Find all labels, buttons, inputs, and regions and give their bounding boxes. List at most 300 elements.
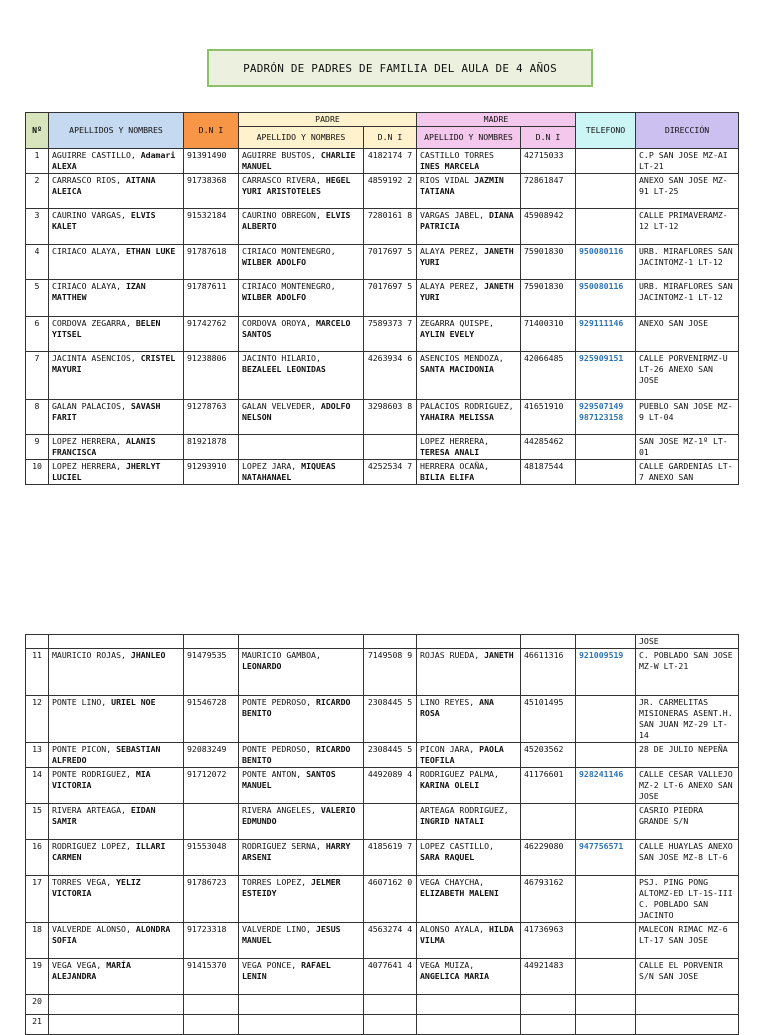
cell-direccion: CALLE CESAR VALLEJO MZ-2 LT-6 ANEXO SAN JOSE [636, 768, 739, 804]
student-surname: LOPEZ HERRERA, [52, 461, 122, 471]
cell-num: 20 [26, 995, 49, 1015]
cell-madre-dni [521, 995, 576, 1015]
student-given-names: ETHAN LUKE [125, 246, 176, 256]
cell-telefono [576, 876, 636, 923]
cell-telefono: 929111146 [576, 317, 636, 352]
cell-madre-dni: 46793162 [521, 876, 576, 923]
padre-surname: AGUIRRE BUSTOS, [242, 150, 316, 160]
madre-surname: ASENCIOS MENDOZA, [420, 353, 504, 363]
cell-student-dni: 91553048 [184, 840, 239, 876]
madre-given-names: ELIZABETH MALENI [420, 888, 499, 898]
cell-num: 10 [26, 460, 49, 485]
madre-surname: ALAYA PEREZ, [420, 281, 480, 291]
cell-padre-dni: 7017697 5 [364, 245, 417, 280]
madre-given-names: HILDA VILMA [420, 924, 514, 945]
padre-given-names: SANTOS MANUEL [242, 769, 336, 790]
madre-given-names: BILIA ELIFA [420, 472, 475, 482]
cell-madre-dni: 46229080 [521, 840, 576, 876]
padre-given-names: VALERIO EDMUNDO [242, 805, 356, 826]
cell-padre-name [239, 460, 364, 485]
cell-direccion: URB. MIRAFLORES SAN JACINTOMZ-1 LT-12 [636, 245, 739, 280]
padre-surname: JACINTO HILARIO, [242, 353, 321, 363]
header-student-names: APELLIDOS Y NOMBRES [49, 113, 184, 149]
cell-madre-dni: 41736963 [521, 923, 576, 959]
cell-telefono [576, 149, 636, 174]
roster-table-page-1 [25, 112, 739, 485]
cell-padre-dni: 4182174 7 [364, 149, 417, 174]
student-given-names: URIEL NOE [111, 697, 156, 707]
table-row [26, 280, 739, 317]
cell-telefono: 929507149 987123158 [576, 400, 636, 435]
cell-direccion: PUEBLO SAN JOSE MZ-9 LT-04 [636, 400, 739, 435]
padre-given-names: HARRY ARSENI [242, 841, 351, 862]
cell-direccion: JOSE [636, 635, 739, 649]
cell-madre-name [417, 1015, 521, 1035]
student-given-names: IZAN MATTHEW [52, 281, 146, 302]
table-row [26, 209, 739, 245]
cell-student-dni: 91479535 [184, 649, 239, 696]
padre-surname: CAURINO OBREGON, [242, 210, 321, 220]
cell-telefono [576, 209, 636, 245]
padre-surname: CIRIACO MONTENEGRO, [242, 246, 336, 256]
cell-telefono [576, 959, 636, 995]
roster-table-page-2 [25, 634, 739, 1035]
header-madre: MADRE [417, 113, 576, 127]
cell-padre-dni: 2308445 5 [364, 743, 417, 768]
cell-madre-name [417, 995, 521, 1015]
cell-num: 15 [26, 804, 49, 840]
table-row [26, 696, 739, 743]
student-given-names: SAVASH FARIT [52, 401, 161, 422]
cell-padre-name [239, 923, 364, 959]
cell-madre-dni: 71400310 [521, 317, 576, 352]
cell-num: 7 [26, 352, 49, 400]
cell-student-name [49, 995, 184, 1015]
madre-surname: LOPEZ HERRERA, [420, 436, 490, 446]
cell-student-dni: 91712072 [184, 768, 239, 804]
student-surname: VALVERDE ALONSO, [52, 924, 131, 934]
cell-direccion: ANEXO SAN JOSE MZ-91 LT-25 [636, 174, 739, 209]
cell-madre-dni: 44285462 [521, 435, 576, 460]
cell-padre-dni: 3298603 8 [364, 400, 417, 435]
student-given-names: Adamari ALEXA [52, 150, 176, 171]
student-given-names: CRISTEL MAYURI [52, 353, 176, 374]
padre-surname: PONTE PEDROSO, [242, 744, 312, 754]
cell-padre-name [239, 768, 364, 804]
cell-padre-dni [364, 435, 417, 460]
cell-padre-dni: 4859192 2 [364, 174, 417, 209]
table-row [26, 923, 739, 959]
cell-madre-name [417, 876, 521, 923]
cell-padre-dni: 7280161 8 [364, 209, 417, 245]
padre-surname: RIVERA ANGELES, [242, 805, 316, 815]
cell-num: 17 [26, 876, 49, 923]
padre-given-names: RAFAEL LENIN [242, 960, 331, 981]
madre-surname: ALONSO AYALA, [420, 924, 485, 934]
table-row [26, 174, 739, 209]
cell-padre-dni: 7589373 7 [364, 317, 417, 352]
madre-surname: VEGA CHAYCHA, [420, 877, 485, 887]
student-given-names: AITANA ALEICA [52, 175, 156, 196]
cell-num: 14 [26, 768, 49, 804]
cell-direccion: 28 DE JULIO NEPEÑA [636, 743, 739, 768]
student-given-names: BELEN YITSEL [52, 318, 161, 339]
madre-given-names: KARINA OLELI [420, 780, 480, 790]
cell-direccion: CALLE GARDENIAS LT-7 ANEXO SAN [636, 460, 739, 485]
student-surname: GALAN PALACIOS, [52, 401, 126, 411]
student-given-names: MIA VICTORIA [52, 769, 151, 790]
madre-given-names: JAZMIN TATIANA [420, 175, 504, 196]
cell-padre-name [239, 995, 364, 1015]
cell-padre-dni: 4563274 4 [364, 923, 417, 959]
cell-padre-dni [364, 995, 417, 1015]
cell-student-name [49, 804, 184, 840]
cell-padre-dni [364, 1015, 417, 1035]
cell-telefono [576, 1015, 636, 1035]
padre-given-names: BEZALEEL LEONIDAS [242, 364, 326, 374]
student-surname: AGUIRRE CASTILLO, [52, 150, 136, 160]
table-row [26, 768, 739, 804]
table-row [26, 352, 739, 400]
student-given-names: EIDAN SAMIR [52, 805, 156, 826]
cell-num: 12 [26, 696, 49, 743]
padre-surname: GALAN VELVEDER, [242, 401, 316, 411]
cell-student-dni: 91532184 [184, 209, 239, 245]
cell-telefono: 947756571 [576, 840, 636, 876]
cell-padre-name [239, 174, 364, 209]
cell-num: 8 [26, 400, 49, 435]
cell-telefono: 925909151 [576, 352, 636, 400]
cell-direccion: URB. MIRAFLORES SAN JACINTOMZ-1 LT-12 [636, 280, 739, 317]
header-padre-names: APELLIDO Y NOMBRES [239, 127, 364, 149]
cell-madre-dni: 46611316 [521, 649, 576, 696]
cell-madre-name [417, 317, 521, 352]
cell-student-dni: 81921878 [184, 435, 239, 460]
cell-student-name [49, 245, 184, 280]
table-row [26, 460, 739, 485]
cell-student-name [49, 280, 184, 317]
madre-given-names: DIANA PATRICIA [420, 210, 514, 231]
cell-madre-dni: 75901830 [521, 280, 576, 317]
cell-num: 3 [26, 209, 49, 245]
table-row [26, 840, 739, 876]
cell-madre-dni: 48187544 [521, 460, 576, 485]
cell-direccion: CALLE EL PORVENIR S/N SAN JOSE [636, 959, 739, 995]
madre-given-names: TERESA ANALI [420, 447, 480, 457]
cell-telefono [576, 435, 636, 460]
padre-surname: CARRASCO RIVERA, [242, 175, 321, 185]
cell-padre-name [239, 352, 364, 400]
madre-given-names: SANTA MACIDONIA [420, 364, 494, 374]
madre-surname: PICON JARA, [420, 744, 475, 754]
cell-num: 18 [26, 923, 49, 959]
table-row [26, 995, 739, 1015]
cell-telefono: 921009519 [576, 649, 636, 696]
madre-surname: ROJAS RUEDA, [420, 650, 480, 660]
cell-padre-dni: 4263934 6 [364, 352, 417, 400]
table-row [26, 959, 739, 995]
student-given-names: YELIZ VICTORIA [52, 877, 141, 898]
cell-student-name [49, 460, 184, 485]
header-padre: PADRE [239, 113, 417, 127]
cell-direccion: CALLE PORVENIRMZ-U LT-26 ANEXO SAN JOSE [636, 352, 739, 400]
cell-student-dni [184, 1015, 239, 1035]
table-row [26, 876, 739, 923]
cell-direccion: C. POBLADO SAN JOSE MZ-W LT-21 [636, 649, 739, 696]
padre-surname: VEGA PONCE, [242, 960, 297, 970]
header-student-dni: D.N I [184, 113, 239, 149]
madre-given-names: ANGELICA MARIA [420, 971, 490, 981]
cell-student-dni: 91293910 [184, 460, 239, 485]
cell-padre-name [239, 649, 364, 696]
table-row [26, 649, 739, 696]
cell-num: 2 [26, 174, 49, 209]
cell-student-dni: 91787618 [184, 245, 239, 280]
cell-student-name [49, 400, 184, 435]
table-row [26, 435, 739, 460]
cell-telefono: 928241146 [576, 768, 636, 804]
cell-madre-dni: 42066485 [521, 352, 576, 400]
cell-num: 19 [26, 959, 49, 995]
cell-student-name [49, 174, 184, 209]
header-madre-dni: D.N I [521, 127, 576, 149]
cell-madre-dni [521, 1015, 576, 1035]
header-telefono: TELEFONO [576, 113, 636, 149]
madre-given-names: YAHAIRA MELISSA [420, 412, 494, 422]
cell-student-name [49, 352, 184, 400]
cell-student-dni: 91238806 [184, 352, 239, 400]
cell-padre-name [239, 400, 364, 435]
madre-surname: ALAYA PEREZ, [420, 246, 480, 256]
madre-given-names: INES MARCELA [420, 161, 480, 171]
cell-student-name [49, 1015, 184, 1035]
document-title [207, 49, 593, 87]
padre-given-names: WILBER ADOLFO [242, 257, 307, 267]
cell-madre-name [417, 245, 521, 280]
student-surname: PONTE PICON, [52, 744, 112, 754]
padre-given-names: HEGEL YURI ARISTOTELES [242, 175, 351, 196]
table-row [26, 317, 739, 352]
madre-given-names: ANA ROSA [420, 697, 494, 718]
cell-student-dni: 91738368 [184, 174, 239, 209]
header-padre-dni: D.N I [364, 127, 417, 149]
madre-given-names: AYLIN EVELY [420, 329, 475, 339]
cell-student-dni: 91415370 [184, 959, 239, 995]
table-row [26, 804, 739, 840]
cell-madre-name [417, 400, 521, 435]
cell-padre-dni: 4492089 4 [364, 768, 417, 804]
cell-student-name [49, 149, 184, 174]
header-direccion: DIRECCIÓN [636, 113, 739, 149]
cell-padre-dni: 7149508 9 [364, 649, 417, 696]
cell-direccion [636, 1015, 739, 1035]
padre-surname: RODRIGUEZ SERNA, [242, 841, 321, 851]
cell-padre-name [239, 280, 364, 317]
padre-given-names: MARCELO SANTOS [242, 318, 351, 339]
padre-surname: VALVERDE LINO, [242, 924, 312, 934]
cell-madre-dni: 45908942 [521, 209, 576, 245]
cell-madre-name [417, 959, 521, 995]
cell-madre-dni: 41651910 [521, 400, 576, 435]
padre-surname: PONTE PEDROSO, [242, 697, 312, 707]
cell-direccion: C.P SAN JOSE MZ-AI LT-21 [636, 149, 739, 174]
madre-given-names: JANETH [484, 650, 514, 660]
student-given-names: ALONDRA SOFIA [52, 924, 171, 945]
cell-madre-dni: 45101495 [521, 696, 576, 743]
student-surname: CAURINO VARGAS, [52, 210, 126, 220]
cell-student-name [49, 840, 184, 876]
student-surname: LOPEZ HERRERA, [52, 436, 122, 446]
cell-student-dni: 91723318 [184, 923, 239, 959]
cell-telefono: 950080116 [576, 245, 636, 280]
student-given-names: JHANLEO [130, 650, 166, 660]
cell-madre-name [417, 149, 521, 174]
table-row [26, 743, 739, 768]
cell-madre-name [417, 280, 521, 317]
cell-num: 4 [26, 245, 49, 280]
padre-given-names: RICARDO BENITO [242, 744, 351, 765]
cell-student-dni: 92083249 [184, 743, 239, 768]
madre-surname: LOPEZ CASTILLO, [420, 841, 494, 851]
padre-given-names: JESUS MANUEL [242, 924, 341, 945]
cell-telefono [576, 804, 636, 840]
padre-given-names: CHARLIE MANUEL [242, 150, 356, 171]
header-madre-names: APELLIDO Y NOMBRES [417, 127, 521, 149]
padre-surname: MAURICIO GAMBOA, [242, 650, 321, 660]
student-surname: VEGA VEGA, [52, 960, 102, 970]
cell-student-name [49, 649, 184, 696]
cell-padre-name [239, 876, 364, 923]
madre-surname: VEGA MUIZA, [420, 960, 475, 970]
madre-surname: LINO REYES, [420, 697, 475, 707]
cell-student-dni: 91546728 [184, 696, 239, 743]
student-surname: PONTE LINO, [52, 697, 107, 707]
madre-surname: CASTILLO TORRES [420, 150, 494, 160]
padre-given-names: ADOLFO NELSON [242, 401, 351, 422]
cell-padre-name [239, 743, 364, 768]
cell-padre-name [239, 317, 364, 352]
cell-padre-name [239, 209, 364, 245]
cell-padre-dni: 7017697 5 [364, 280, 417, 317]
cell-num: 21 [26, 1015, 49, 1035]
cell-direccion: ANEXO SAN JOSE [636, 317, 739, 352]
cell-telefono: 950080116 [576, 280, 636, 317]
cell-telefono [576, 995, 636, 1015]
cell-student-dni: 91787611 [184, 280, 239, 317]
cell-madre-dni: 75901830 [521, 245, 576, 280]
cell-padre-dni: 4185619 7 [364, 840, 417, 876]
cell-padre-name [239, 1015, 364, 1035]
cell-num: 9 [26, 435, 49, 460]
cell-padre-name [239, 245, 364, 280]
cell-padre-dni: 4607162 0 [364, 876, 417, 923]
madre-surname: RIOS VIDAL [420, 175, 470, 185]
cell-madre-dni [521, 804, 576, 840]
student-surname: MAURICIO ROJAS, [52, 650, 126, 660]
student-surname: TORRES VEGA, [52, 877, 112, 887]
padre-surname: TORRES LOPEZ, [242, 877, 307, 887]
student-given-names: ELVIS KALET [52, 210, 156, 231]
cell-student-name [49, 923, 184, 959]
student-given-names: ALANIS FRANCISCA [52, 436, 156, 457]
madre-surname: VARGAS JABEL, [420, 210, 485, 220]
cell-madre-name [417, 743, 521, 768]
cell-direccion: CALLE PRIMAVERAMZ-12 LT-12 [636, 209, 739, 245]
cell-telefono [576, 174, 636, 209]
madre-given-names: JANETH YURI [420, 246, 514, 267]
cell-madre-name [417, 352, 521, 400]
student-surname: CORDOVA ZEGARRA, [52, 318, 131, 328]
cell-num: 5 [26, 280, 49, 317]
cell-telefono [576, 696, 636, 743]
cell-madre-name [417, 460, 521, 485]
cell-padre-name [239, 840, 364, 876]
padre-given-names: MIQUEAS NATAHANAEL [242, 461, 336, 482]
madre-surname: ARTEAGA RODRIGUEZ, [420, 805, 509, 815]
cell-student-dni: 91391490 [184, 149, 239, 174]
cell-num: 11 [26, 649, 49, 696]
cell-madre-dni: 72861847 [521, 174, 576, 209]
cell-madre-name [417, 435, 521, 460]
cell-madre-name [417, 768, 521, 804]
student-surname: PONTE RODRIGUEZ, [52, 769, 131, 779]
cell-student-name [49, 743, 184, 768]
cell-padre-dni [364, 804, 417, 840]
madre-surname: ZEGARRA QUISPE, [420, 318, 494, 328]
table-row [26, 1015, 739, 1035]
table-row [26, 149, 739, 174]
cell-student-dni [184, 995, 239, 1015]
madre-given-names: PAOLA TEOFILA [420, 744, 504, 765]
student-given-names: MARÍA ALEJANDRA [52, 960, 131, 981]
cell-padre-dni: 4252534 7 [364, 460, 417, 485]
madre-surname: HERRERA OCAÑA, [420, 461, 490, 471]
padre-surname: CIRIACO MONTENEGRO, [242, 281, 336, 291]
cell-madre-name [417, 696, 521, 743]
cell-direccion: JR. CARMELITAS MISIONERAS ASENT.H. SAN JUAN MZ-29 LT-14 [636, 696, 739, 743]
madre-surname: RODRIGUEZ PALMA, [420, 769, 499, 779]
cell-madre-name [417, 923, 521, 959]
cell-student-dni: 91786723 [184, 876, 239, 923]
cell-telefono [576, 460, 636, 485]
student-given-names: JHERLYT LUCIEL [52, 461, 161, 482]
madre-given-names: JANETH YURI [420, 281, 514, 302]
padre-given-names: WILBER ADOLFO [242, 292, 307, 302]
cell-madre-name [417, 804, 521, 840]
cell-student-name [49, 696, 184, 743]
cell-padre-name [239, 149, 364, 174]
cell-padre-name [239, 696, 364, 743]
cell-direccion: PSJ. PING PONG ALTOMZ-ED LT-1S-III C. POBLADO SAN JACINTO [636, 876, 739, 923]
padre-given-names: JELMER ESTEIDY [242, 877, 341, 898]
cell-num: 6 [26, 317, 49, 352]
cell-madre-name [417, 209, 521, 245]
cell-direccion: CALLE HUAYLAS ANEXO SAN JOSE MZ-8 LT-6 [636, 840, 739, 876]
madre-given-names: INGRID NATALI [420, 816, 485, 826]
cell-madre-dni: 42715033 [521, 149, 576, 174]
cell-padre-dni: 4077641 4 [364, 959, 417, 995]
padre-surname: LOPEZ JARA, [242, 461, 297, 471]
padre-given-names: RICARDO BENITO [242, 697, 351, 718]
cell-direccion [636, 995, 739, 1015]
cell-direccion: CASRIO PIEDRA GRANDE S/N [636, 804, 739, 840]
table-row [26, 400, 739, 435]
cell-padre-name [239, 435, 364, 460]
cell-student-dni: 91742762 [184, 317, 239, 352]
document-title-text: PADRÓN DE PADRES DE FAMILIA DEL AULA DE 4 AÑOS [243, 61, 557, 75]
padre-given-names: ELVIS ALBERTO [242, 210, 351, 231]
student-given-names: ILLARI CARMEN [52, 841, 166, 862]
